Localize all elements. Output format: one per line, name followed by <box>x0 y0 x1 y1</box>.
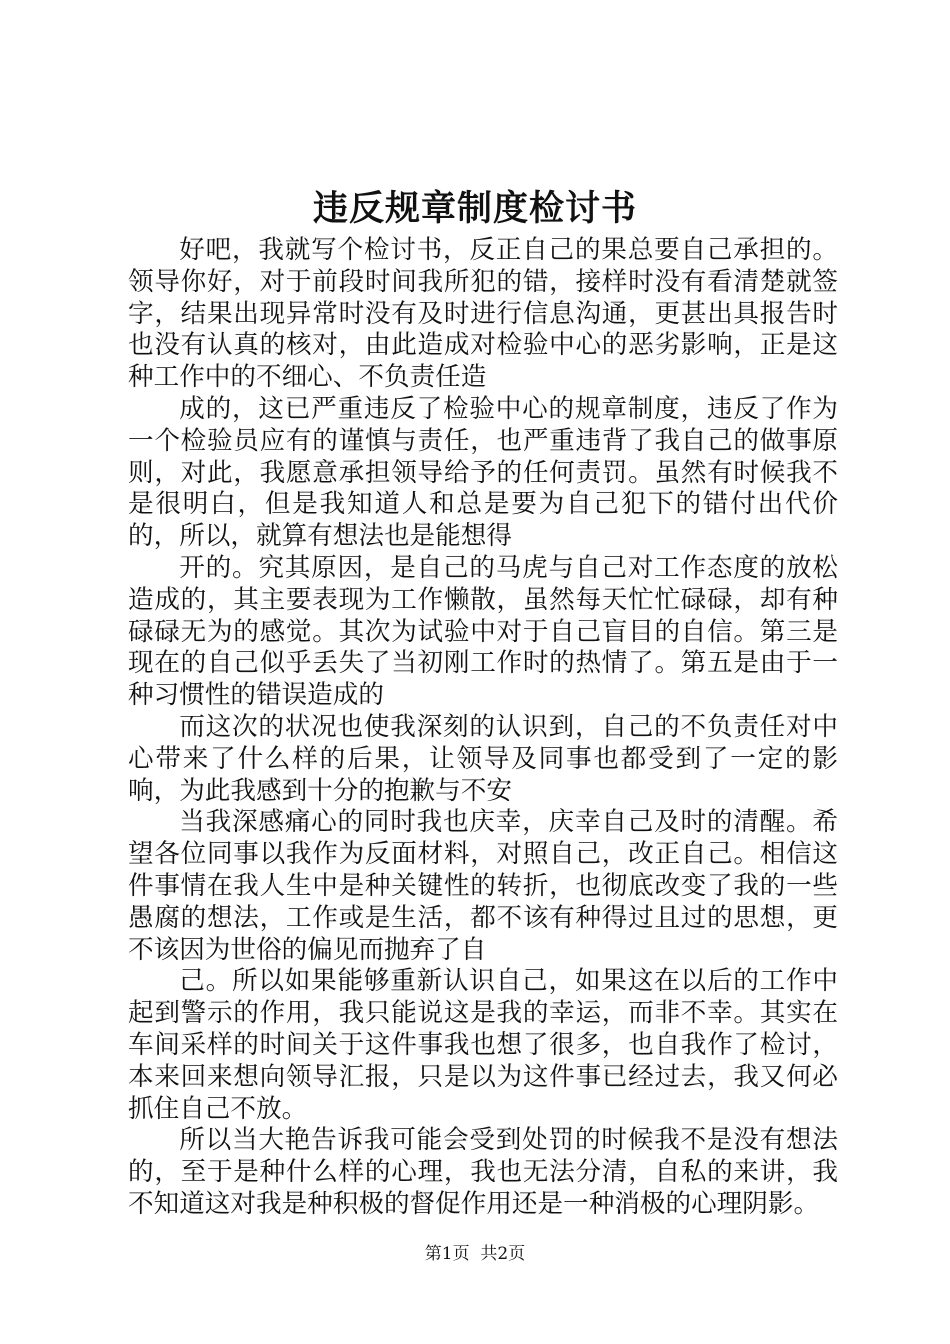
paragraph: 好吧，我就写个检讨书，反正自己的果总要自己承担的。领导你好，对于前段时间我所犯的错，接样时没有看清楚就签字，结果出现异常时没有及时进行信息沟通，更甚出具报告时也没有认真的核对，由此造成对检验中心的恶劣影响，正是这种工作中的不细心、不负责任造 <box>128 235 838 393</box>
paragraph: 成的，这已严重违反了检验中心的规章制度，违反了作为一个检验员应有的谨慎与责任，也严重违背了我自己的做事原则，对此，我愿意承担领导给予的任何责罚。虽然有时候我不是很明白，但是我知道人和总是要为自己犯下的错付出代价的，所以，就算有想法也是能想得 <box>128 393 838 552</box>
paragraph: 当我深感痛心的同时我也庆幸，庆幸自己及时的清醒。希望各位同事以我作为反面材料，对照自己，改正自己。相信这件事情在我人生中是种关键性的转折，也彻底改变了我的一些愚腐的想法，工作或是生活，都不该有种得过且过的思想，更不该因为世俗的偏见而抛弃了自 <box>128 807 838 965</box>
document-body <box>128 235 838 1221</box>
paragraph: 所以当大艳告诉我可能会受到处罚的时候我不是没有想法的，至于是种什么样的心理，我也无法分清，自私的来讲，我不知道这对我是种积极的督促作用还是一种消极的心理阴影。 <box>128 1125 838 1219</box>
paragraph: 开的。究其原因，是自己的马虎与自己对工作态度的放松造成的，其主要表现为工作懒散，虽然每天忙忙碌碌，却有种碌碌无为的感觉。其次为试验中对于自己盲目的自信。第三是现在的自己似乎丢失了当初刚工作时的热情了。第五是由于一种习惯性的错误造成的 <box>128 552 838 711</box>
page-number: 第1页 共2页 <box>424 1244 526 1264</box>
page-footer <box>0 1242 950 1266</box>
document-title: 违反规章制度检讨书 <box>312 188 637 229</box>
paragraph: 而这次的状况也使我深刻的认识到，自己的不负责任对中心带来了什么样的后果，让领导及同事也都受到了一定的影响，为此我感到十分的抱歉与不安 <box>128 711 838 806</box>
paragraph: 己。所以如果能够重新认识自己，如果这在以后的工作中起到警示的作用，我只能说这是我的幸运，而非不幸。其实在车间采样的时间关于这件事我也想了很多，也自我作了检讨，本来回来想向领导汇报，只是以为这件事已经过去，我又何必抓住自己不放。 <box>128 966 838 1124</box>
